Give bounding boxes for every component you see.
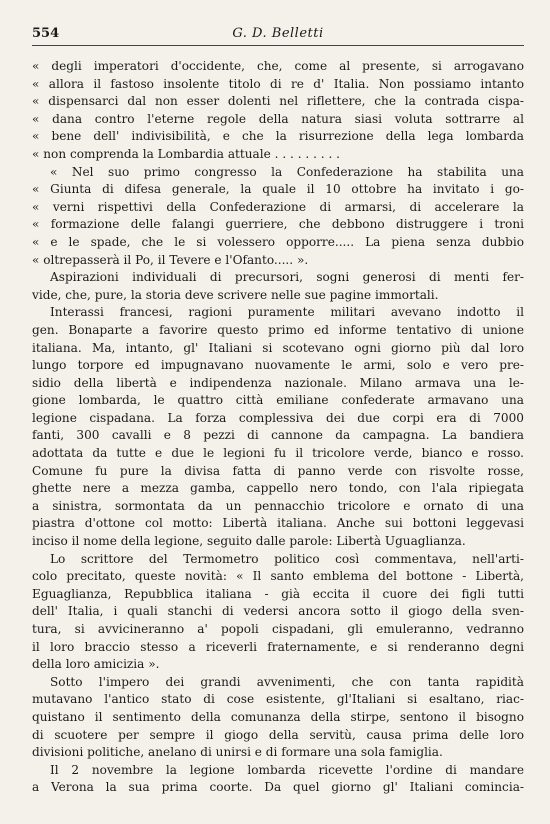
page-number: 554 (32, 26, 60, 41)
text-line: a Verona la sua prima coorte. Da quel giorno gl' Italiani comincia- (32, 780, 524, 795)
text-line: il loro braccio stesso a riceverli fraternamente, e si renderanno degni (32, 639, 524, 654)
text-line: divisioni politiche, anelano di unirsi e di formare una sola famiglia. (32, 745, 443, 760)
text-line: « bene dell' indivisibilità, e che la risurrezione della lega lombarda (32, 129, 524, 144)
text-line: adottata da tutte e due le legioni fu il tricolore verde, bianco e rosso. (32, 446, 524, 461)
text-line: Lo scrittore del Termometro politico così commentava, nell'arti- (50, 551, 524, 566)
text-line: « degli imperatori d'occidente, che, come al presente, si arrogavano (32, 59, 524, 73)
text-line: « Nel suo primo congresso la Confederazione ha stabilita una (50, 164, 524, 179)
text-line: « allora il fastoso insolente titolo di re d' Italia. Non possiamo intanto (32, 76, 524, 91)
text-line: « dispensarci dal non esser dolenti nel riflettere, che la contrada cispa- (32, 94, 524, 109)
running-title: G. D. Belletti (232, 26, 324, 41)
text-line: di scuotere per sempre il giogo della servitù, causa prima delle loro (32, 727, 524, 742)
text-line: dell' Italia, i quali stanchi di vedersi ancora sotto il giogo della sven- (32, 604, 524, 619)
text-line: « formazione delle falangi guerriere, che debbono distruggere i troni (32, 217, 524, 232)
text-line: Interassi francesi, ragioni puramente militari avevano indotto il (50, 305, 524, 320)
text-line: vide, che, pure, la storia deve scrivere nelle sue pagine immortali. (32, 287, 439, 302)
text-line: Sotto l'impero dei grandi avvenimenti, che con tanta rapidità (50, 674, 524, 689)
body-text (32, 58, 524, 797)
text-line: inciso il nome della legione, seguito dalle parole: Libertà Uguaglianza. (32, 534, 466, 549)
text-line: lungo torpore ed impugnavano nuovamente le armi, solo e vero pre- (32, 358, 524, 373)
text-line: colo precitato, queste novità: « Il santo emblema del bottone - Libertà, (32, 569, 524, 584)
text-line: piastra d'ottone col motto: Libertà italiana. Anche sui bottoni leggevasi (32, 516, 524, 531)
text-line: « Giunta di difesa generale, la quale il 10 ottobre ha invitato i go- (32, 182, 524, 197)
text-line: Comune fu pure la divisa fatta di panno verde con risvolte rosse, (32, 463, 524, 478)
text-line: fanti, 300 cavalli e 8 pezzi di cannone da campagna. La bandiera (32, 428, 524, 443)
text-line: gen. Bonaparte a favorire questo primo ed informe tentativo di unione (32, 322, 524, 337)
text-line: italiana. Ma, intanto, gl' Italiani si scotevano ogni giorno più dal loro (32, 340, 524, 355)
text-line: della loro amicizia ». (32, 657, 160, 672)
text-line: quistano il sentimento della comunanza della stirpe, sentono il bisogno (32, 709, 524, 724)
text-line: Il 2 novembre la legione lombarda ricevette l'ordine di mandare (50, 762, 524, 777)
text-line: legione cispadana. La forza complessiva dei due corpi era di 7000 (32, 410, 524, 425)
text-line: « e le spade, che le si volessero opporre..... La piena senza dubbio (32, 234, 524, 249)
text-line: « dana contro l'eterne regole della natura siasi voluta sottrarre al (32, 111, 524, 126)
text-line: Aspirazioni individuali di precursori, sogni generosi di menti fer- (50, 270, 524, 285)
page-header (32, 26, 524, 46)
text-line: « oltrepasserà il Po, il Tevere e l'Ofanto..... ». (32, 252, 309, 267)
text-line: a sinistra, sormontata da un pennacchio tricolore e ornato di una (32, 498, 524, 513)
text-line: tura, si avvicineranno a' popoli cispadani, gli emuleranno, vedranno (32, 622, 524, 636)
text-line: ghette nere a mezza gamba, cappello nero tondo, con l'ala ripiegata (32, 481, 524, 496)
text-line: « non comprenda la Lombardia attuale . . . . . . . . . (32, 146, 340, 161)
text-line: « verni rispettivi della Confederazione di armarsi, di accelerare la (32, 199, 524, 214)
text-line: gione lombarda, le quattro città emiliane confederate armavano una (32, 393, 524, 408)
text-line: Eguaglianza, Repubblica italiana - già eccita il cuore dei figli tutti (32, 586, 524, 601)
text-line: sidio della libertà e indipendenza nazionale. Milano armava una le- (32, 375, 524, 390)
text-line: mutavano l'antico stato di cose esistente, gl'Italiani si esaltano, riac- (32, 692, 524, 707)
